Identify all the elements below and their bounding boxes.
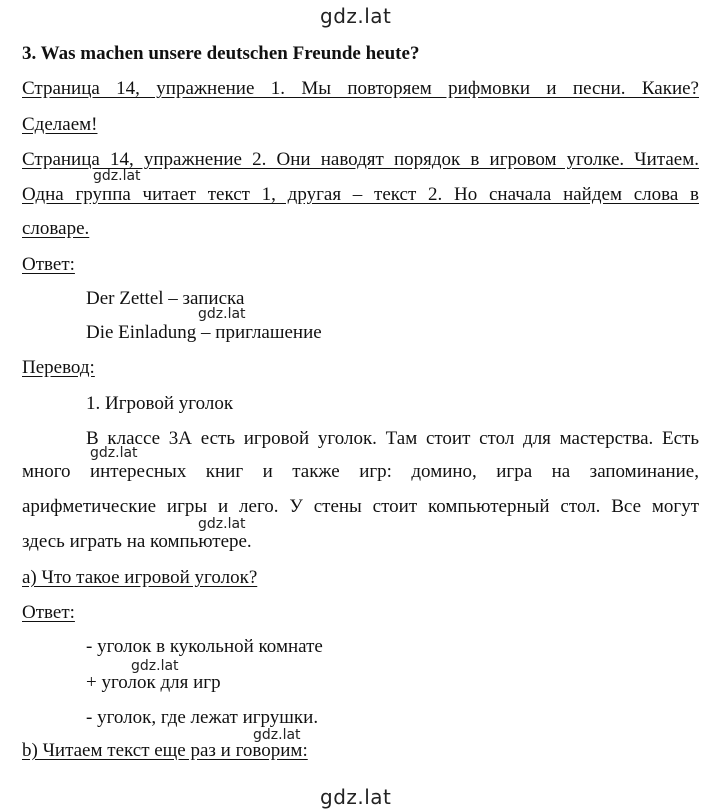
paragraph-line-4: здесь играть на компьютере.: [22, 531, 252, 552]
text-heading: 1. Игровой уголок: [86, 393, 234, 414]
watermark-5: gdz.lat: [131, 658, 179, 674]
task1-line1: Страница 14, упражнение 1. Мы повторяем рифмовки и песни. Какие?: [22, 78, 699, 99]
option-2: + уголок для игр: [86, 672, 221, 693]
watermark-1: gdz.lat: [93, 168, 141, 184]
answer-label-2: Ответ:: [22, 602, 75, 623]
task1-line2: Сделаем!: [22, 114, 98, 135]
watermark-6: gdz.lat: [253, 727, 301, 743]
translation-label: Перевод:: [22, 357, 95, 378]
exercise-title: 3. Was machen unsere deutschen Freunde heute?: [22, 43, 420, 64]
task2-line2: Одна группа читает текст 1, другая – текст 2. Но сначала найдем слова в: [22, 184, 699, 205]
question-b: b) Читаем текст еще раз и говорим:: [22, 740, 308, 761]
watermark-2: gdz.lat: [198, 306, 246, 322]
watermark-3: gdz.lat: [90, 445, 138, 461]
vocab-item-1: Der Zettel – записка: [86, 288, 245, 309]
question-a: а) Что такое игровой уголок?: [22, 567, 258, 588]
task2-line3: словаре.: [22, 218, 90, 239]
option-3: - уголок, где лежат игрушки.: [86, 707, 319, 728]
watermark-top: gdz.lat: [320, 4, 392, 28]
paragraph-line-1: В классе 3А есть игровой уголок. Там стоит стол для мастерства. Есть: [86, 428, 699, 449]
watermark-bottom: gdz.lat: [320, 785, 392, 809]
vocab-item-2: Die Einladung – приглашение: [86, 322, 322, 343]
watermark-4: gdz.lat: [198, 516, 246, 532]
option-1: - уголок в кукольной комнате: [86, 636, 323, 657]
paragraph-line-3: арифметические игры и лего. У стены стоит компьютерный стол. Все могут: [22, 496, 699, 517]
paragraph-line-2: много интересных книг и также игр: домино, игра на запоминание,: [22, 461, 699, 482]
task2-line1: Страница 14, упражнение 2. Они наводят порядок в игровом уголке. Читаем.: [22, 149, 699, 170]
answer-label: Ответ:: [22, 254, 75, 275]
